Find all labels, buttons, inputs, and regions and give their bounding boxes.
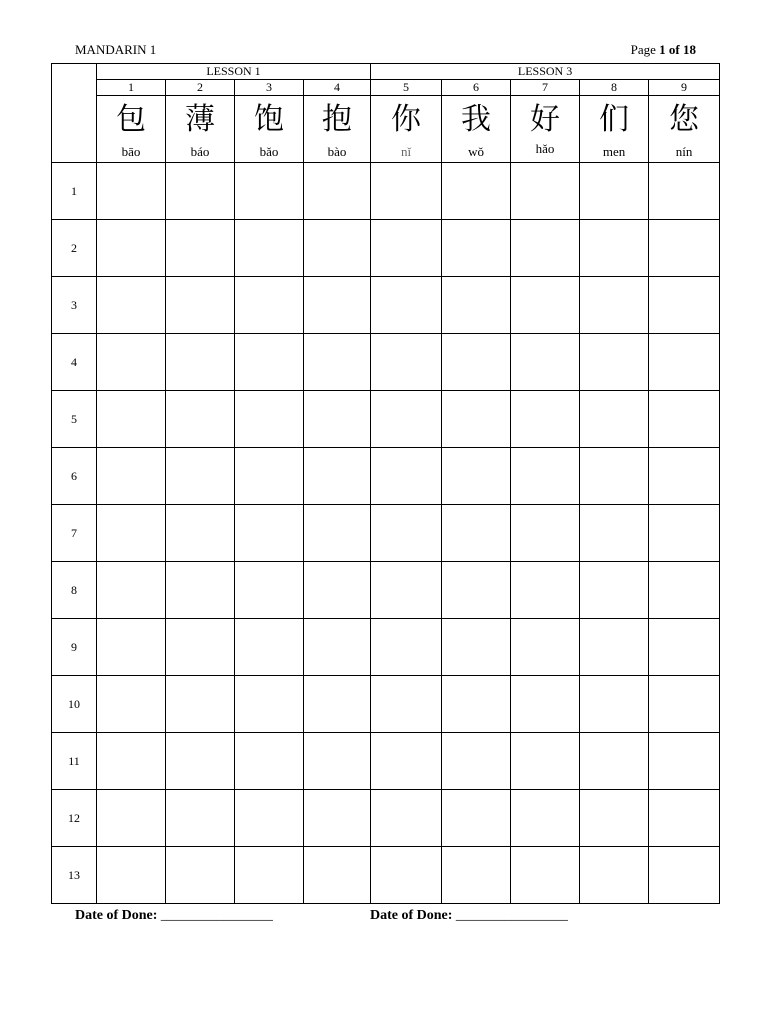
- practice-cell[interactable]: [371, 790, 442, 847]
- column-number: 2: [166, 80, 235, 96]
- practice-cell[interactable]: [580, 391, 649, 448]
- practice-cell[interactable]: [235, 334, 304, 391]
- column-number: 9: [649, 80, 720, 96]
- practice-cell[interactable]: [442, 277, 511, 334]
- practice-cell[interactable]: [304, 847, 371, 904]
- column-number: 6: [442, 80, 511, 96]
- practice-row: [52, 448, 720, 505]
- practice-cell[interactable]: [235, 847, 304, 904]
- column-number: 4: [304, 80, 371, 96]
- practice-cell[interactable]: [442, 448, 511, 505]
- practice-cell[interactable]: [97, 562, 166, 619]
- practice-cell[interactable]: [511, 505, 580, 562]
- practice-cell[interactable]: [166, 790, 235, 847]
- character-cell: [580, 96, 649, 163]
- row-number: 11: [52, 733, 97, 790]
- character-cell: [304, 96, 371, 163]
- practice-cell[interactable]: [580, 676, 649, 733]
- practice-cell[interactable]: [442, 391, 511, 448]
- practice-cell[interactable]: [166, 277, 235, 334]
- row-number: 10: [52, 676, 97, 733]
- page-current: 1: [659, 42, 666, 57]
- practice-cell[interactable]: [304, 733, 371, 790]
- practice-cell[interactable]: [649, 277, 720, 334]
- practice-cell[interactable]: [649, 733, 720, 790]
- practice-row: [52, 619, 720, 676]
- practice-cell[interactable]: [166, 847, 235, 904]
- practice-cell[interactable]: [97, 676, 166, 733]
- practice-cell[interactable]: [304, 163, 371, 220]
- practice-cell[interactable]: [442, 790, 511, 847]
- practice-cell[interactable]: [235, 619, 304, 676]
- practice-cell[interactable]: [97, 790, 166, 847]
- practice-cell[interactable]: [511, 277, 580, 334]
- practice-cell[interactable]: [166, 733, 235, 790]
- practice-row: [52, 790, 720, 847]
- practice-cell[interactable]: [371, 847, 442, 904]
- practice-cell[interactable]: [511, 448, 580, 505]
- practice-cell[interactable]: [511, 676, 580, 733]
- practice-cell[interactable]: [580, 847, 649, 904]
- practice-cell[interactable]: [649, 334, 720, 391]
- practice-cell[interactable]: [580, 163, 649, 220]
- practice-cell[interactable]: [511, 163, 580, 220]
- practice-cell[interactable]: [442, 505, 511, 562]
- practice-cell[interactable]: [371, 277, 442, 334]
- lesson-header: LESSON 1: [97, 64, 371, 80]
- practice-cell[interactable]: [511, 790, 580, 847]
- practice-cell[interactable]: [580, 790, 649, 847]
- column-number: 5: [371, 80, 442, 96]
- practice-cell[interactable]: [511, 562, 580, 619]
- practice-cell[interactable]: [304, 391, 371, 448]
- practice-cell[interactable]: [371, 733, 442, 790]
- practice-cell[interactable]: [511, 220, 580, 277]
- lesson-header: LESSON 3: [371, 64, 720, 80]
- row-number: 5: [52, 391, 97, 448]
- practice-cell[interactable]: [235, 505, 304, 562]
- row-number: 4: [52, 334, 97, 391]
- practice-cell[interactable]: [304, 619, 371, 676]
- practice-cell[interactable]: [304, 334, 371, 391]
- practice-cell[interactable]: [442, 619, 511, 676]
- hanzi-character: 好: [530, 102, 561, 137]
- page-of: of: [668, 42, 680, 57]
- practice-cell[interactable]: [235, 220, 304, 277]
- practice-cell[interactable]: [304, 790, 371, 847]
- practice-cell[interactable]: [97, 505, 166, 562]
- character-cell: [166, 96, 235, 163]
- practice-cell[interactable]: [166, 619, 235, 676]
- practice-row: [52, 562, 720, 619]
- practice-grid: [51, 63, 720, 904]
- practice-cell[interactable]: [371, 334, 442, 391]
- practice-cell[interactable]: [371, 163, 442, 220]
- practice-cell[interactable]: [511, 847, 580, 904]
- practice-cell[interactable]: [235, 391, 304, 448]
- practice-row: [52, 733, 720, 790]
- row-number: 12: [52, 790, 97, 847]
- practice-cell[interactable]: [649, 676, 720, 733]
- practice-cell[interactable]: [371, 619, 442, 676]
- practice-cell[interactable]: [97, 220, 166, 277]
- row-number: 1: [52, 163, 97, 220]
- hanzi-character: 抱: [322, 102, 353, 137]
- column-number: 7: [511, 80, 580, 96]
- row-number: 7: [52, 505, 97, 562]
- page-indicator: [600, 42, 696, 58]
- hanzi-character: 你: [391, 102, 422, 137]
- practice-row: [52, 220, 720, 277]
- practice-cell[interactable]: [649, 391, 720, 448]
- column-number: 8: [580, 80, 649, 96]
- hanzi-character: 您: [669, 102, 700, 137]
- practice-row: [52, 163, 720, 220]
- row-number: 6: [52, 448, 97, 505]
- practice-cell[interactable]: [166, 163, 235, 220]
- page-total: 18: [683, 42, 696, 57]
- character-cell: [442, 96, 511, 163]
- practice-cell[interactable]: [304, 562, 371, 619]
- pinyin-label: bào: [327, 144, 347, 159]
- row-number: 8: [52, 562, 97, 619]
- practice-cell[interactable]: [649, 448, 720, 505]
- practice-cell[interactable]: [97, 277, 166, 334]
- date-of-done-2: [370, 908, 568, 924]
- corner-cell: [52, 64, 97, 163]
- row-number: 13: [52, 847, 97, 904]
- practice-cell[interactable]: [649, 562, 720, 619]
- date-label: Date of Done:: [370, 908, 453, 923]
- practice-cell[interactable]: [235, 448, 304, 505]
- practice-cell[interactable]: [511, 334, 580, 391]
- pinyin-label: hǎo: [535, 141, 555, 156]
- pinyin-label: wǒ: [468, 144, 484, 159]
- character-cell: [649, 96, 720, 163]
- practice-cell[interactable]: [371, 562, 442, 619]
- practice-cell[interactable]: [442, 220, 511, 277]
- practice-row: [52, 505, 720, 562]
- character-cell: [235, 96, 304, 163]
- pinyin-label: nǐ: [400, 144, 412, 159]
- practice-cell[interactable]: [166, 448, 235, 505]
- practice-cell[interactable]: [649, 505, 720, 562]
- pinyin-label: nín: [675, 144, 693, 159]
- character-cell: [371, 96, 442, 163]
- practice-cell[interactable]: [97, 619, 166, 676]
- practice-cell[interactable]: [304, 448, 371, 505]
- practice-cell[interactable]: [442, 733, 511, 790]
- practice-cell[interactable]: [235, 277, 304, 334]
- practice-cell[interactable]: [371, 448, 442, 505]
- practice-cell[interactable]: [97, 733, 166, 790]
- practice-cell[interactable]: [97, 391, 166, 448]
- practice-cell[interactable]: [580, 505, 649, 562]
- pinyin-label: bǎo: [259, 144, 279, 159]
- row-number: 3: [52, 277, 97, 334]
- date-blank[interactable]: ________________: [455, 908, 568, 923]
- practice-cell[interactable]: [235, 733, 304, 790]
- date-blank[interactable]: ________________: [160, 908, 273, 923]
- practice-cell[interactable]: [511, 733, 580, 790]
- practice-cell[interactable]: [97, 448, 166, 505]
- hanzi-character: 薄: [185, 102, 215, 137]
- practice-cell[interactable]: [511, 619, 580, 676]
- practice-cell[interactable]: [166, 676, 235, 733]
- pinyin-label: men: [602, 144, 626, 159]
- practice-cell[interactable]: [649, 220, 720, 277]
- practice-cell[interactable]: [166, 391, 235, 448]
- course-title: MANDARIN 1: [75, 42, 157, 57]
- practice-row: [52, 847, 720, 904]
- practice-cell[interactable]: [580, 334, 649, 391]
- practice-cell[interactable]: [235, 676, 304, 733]
- practice-cell[interactable]: [511, 391, 580, 448]
- column-number: 3: [235, 80, 304, 96]
- practice-cell[interactable]: [371, 505, 442, 562]
- practice-cell[interactable]: [371, 676, 442, 733]
- practice-cell[interactable]: [649, 163, 720, 220]
- practice-cell[interactable]: [580, 619, 649, 676]
- pinyin-label: bāo: [121, 144, 141, 159]
- practice-cell[interactable]: [649, 619, 720, 676]
- practice-cell[interactable]: [166, 334, 235, 391]
- practice-cell[interactable]: [580, 220, 649, 277]
- practice-cell[interactable]: [580, 562, 649, 619]
- practice-cell[interactable]: [442, 562, 511, 619]
- practice-cell[interactable]: [580, 733, 649, 790]
- practice-cell[interactable]: [304, 277, 371, 334]
- pinyin-label: báo: [190, 144, 210, 159]
- practice-cell[interactable]: [97, 847, 166, 904]
- date-of-done-1: [75, 908, 273, 924]
- practice-cell[interactable]: [166, 220, 235, 277]
- practice-cell[interactable]: [235, 562, 304, 619]
- column-number: 1: [97, 80, 166, 96]
- practice-row: [52, 676, 720, 733]
- practice-cell[interactable]: [580, 277, 649, 334]
- practice-cell[interactable]: [235, 790, 304, 847]
- practice-cell[interactable]: [371, 220, 442, 277]
- practice-cell[interactable]: [649, 790, 720, 847]
- practice-cell[interactable]: [442, 163, 511, 220]
- hanzi-character: 我: [461, 102, 492, 137]
- practice-row: [52, 277, 720, 334]
- practice-cell[interactable]: [304, 505, 371, 562]
- practice-cell[interactable]: [304, 676, 371, 733]
- character-cell: [511, 96, 580, 163]
- practice-cell[interactable]: [166, 505, 235, 562]
- practice-cell[interactable]: [235, 163, 304, 220]
- practice-cell[interactable]: [304, 220, 371, 277]
- practice-cell[interactable]: [442, 676, 511, 733]
- hanzi-character: 们: [599, 102, 630, 137]
- character-cell: [97, 96, 166, 163]
- practice-cell[interactable]: [580, 448, 649, 505]
- practice-cell[interactable]: [166, 562, 235, 619]
- hanzi-character: 饱: [254, 102, 284, 137]
- page-prefix: Page: [630, 42, 656, 57]
- date-label: Date of Done:: [75, 908, 158, 923]
- practice-cell[interactable]: [442, 334, 511, 391]
- hanzi-character: 包: [116, 102, 146, 137]
- practice-row: [52, 334, 720, 391]
- practice-cell[interactable]: [371, 391, 442, 448]
- row-number: 2: [52, 220, 97, 277]
- practice-cell[interactable]: [649, 847, 720, 904]
- practice-cell[interactable]: [442, 847, 511, 904]
- practice-cell[interactable]: [97, 334, 166, 391]
- row-number: 9: [52, 619, 97, 676]
- practice-row: [52, 391, 720, 448]
- practice-cell[interactable]: [97, 163, 166, 220]
